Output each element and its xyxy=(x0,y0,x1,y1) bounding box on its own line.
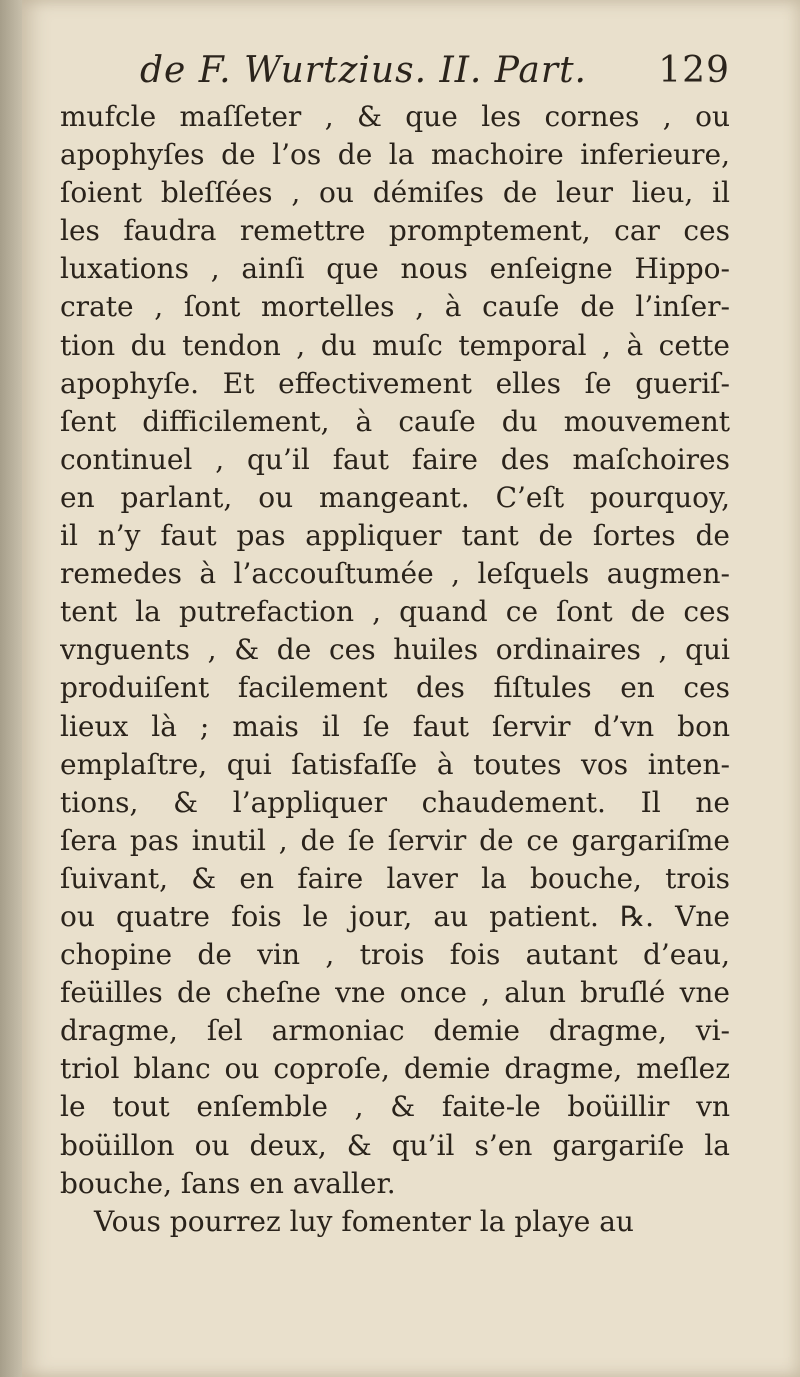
text-line: tent la putrefaction , quand ce ſont de ces xyxy=(60,595,730,629)
text-line: tions, & l’appliquer chaudement. Il ne xyxy=(60,785,730,819)
text-line: bouche, ſans en avaller. xyxy=(60,1166,396,1200)
book-gutter xyxy=(0,0,22,1377)
text-line: boüillon ou deux, & qu’il s’en gargariſe la xyxy=(60,1128,730,1162)
page-number: 129 xyxy=(658,50,730,91)
text-line: ſent difficilement, à cauſe du mouvement xyxy=(60,404,730,438)
text-line: Vous pourrez luy fomenter la playe au xyxy=(94,1204,634,1238)
text-line: en parlant, ou mangeant. C’eſt pourquoy, xyxy=(60,480,730,514)
body-text xyxy=(60,98,730,1241)
text-line: feüilles de cheſne vne once , alun bruſlé vne xyxy=(60,976,730,1010)
text-line: tion du tendon , du muſc temporal , à cette xyxy=(60,328,730,362)
text-line: ſuivant, & en faire laver la bouche, trois xyxy=(60,861,730,895)
text-line: emplaſtre, qui ſatisfaſſe à toutes vos inten- xyxy=(60,747,730,781)
running-title: de F. Wurtzius. II. Part. xyxy=(140,50,587,91)
text-line: vnguents , & de ces huiles ordinaires , qui xyxy=(60,633,730,667)
running-header xyxy=(140,50,730,98)
text-line: mufcle maſſeter , & que les cornes , ou xyxy=(60,100,730,133)
text-line: remedes à l’accouſtumée , leſquels augmen- xyxy=(60,557,730,591)
text-line: triol blanc ou coproſe, demie dragme, meſlez xyxy=(60,1052,730,1086)
text-line: chopine de vin , trois fois autant d’eau, xyxy=(60,938,730,972)
text-line: dragme, ſel armoniac demie dragme, vi- xyxy=(60,1014,730,1048)
text-line: le tout enſemble , & faite-le boüillir vn xyxy=(60,1090,730,1124)
text-line: ſoient bleſſées , ou démiſes de leur lieu, il xyxy=(60,176,730,210)
text-line: luxations , ainſi que nous enſeigne Hippo- xyxy=(60,252,730,286)
text-line: produiſent facilement des fiſtules en ces xyxy=(60,671,730,705)
text-line: apophyſes de l’os de la machoire inferieure, xyxy=(60,138,730,172)
book-page xyxy=(22,0,800,1377)
text-line: crate , ſont mortelles , à cauſe de l’inſer- xyxy=(60,290,730,324)
text-line: continuel , qu’il faut faire des maſchoires xyxy=(60,442,730,476)
text-line: les faudra remettre promptement, car ces xyxy=(60,214,730,248)
text-line: ſera pas inutil , de ſe ſervir de ce gargariſme xyxy=(60,823,730,857)
text-line: ou quatre fois le jour, au patient. ℞. Vne xyxy=(60,899,730,933)
text-line: apophyſe. Et effectivement elles ſe gueriſ- xyxy=(60,366,730,400)
text-line: lieux là ; mais il ſe faut ſervir d’vn bon xyxy=(60,709,730,743)
text-line: il n’y faut pas appliquer tant de ſortes de xyxy=(60,519,730,553)
